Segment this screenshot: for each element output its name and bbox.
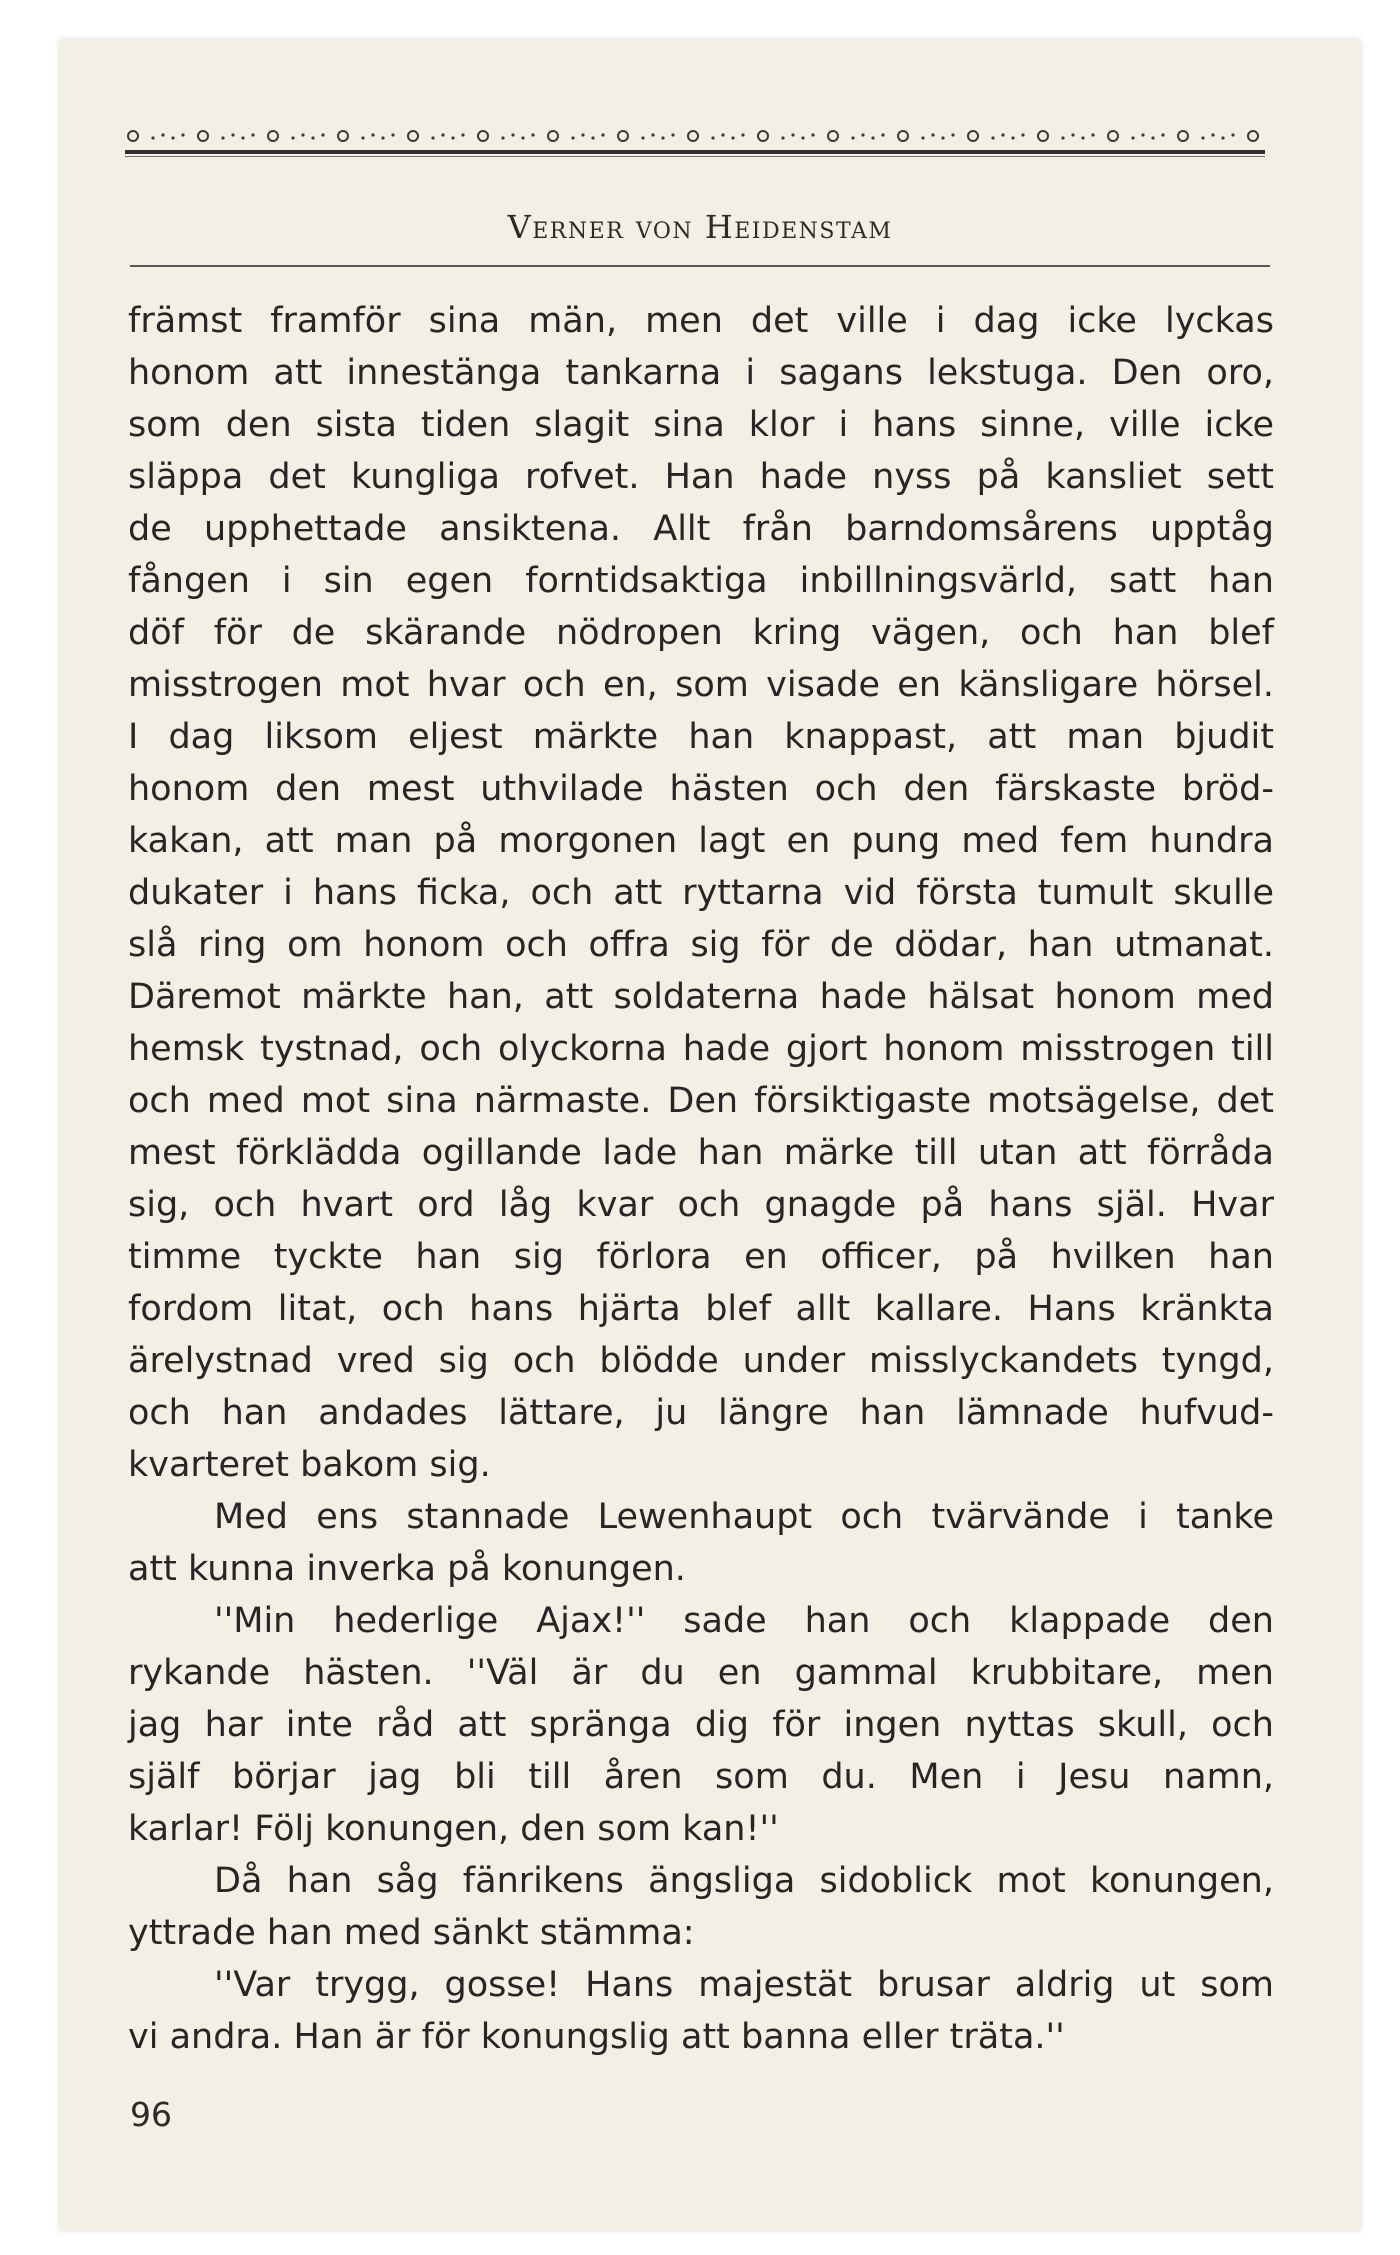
text-line: dukater i hans ficka, och att ryttarna vid första tumult skulle [128,873,1274,913]
text-line: fordom litat, och hans hjärta blef allt kallare. Hans kränkta [128,1289,1274,1329]
text-line: karlar! Följ konungen, den som kan!'' [128,1809,779,1849]
text-line: jag har inte råd att spränga dig för ingen nyttas skull, och [128,1705,1274,1745]
text-line: slå ring om honom och offra sig för de dödar, han utmanat. [128,925,1274,965]
text-line: mest förklädda ogillande lade han märke till utan att förråda [128,1133,1274,1173]
text-line: Med ens stannade Lewenhaupt och tvärvände i tanke [214,1497,1274,1537]
text-line: timme tyckte han sig förlora en officer, på hvilken han [128,1237,1274,1277]
text-line: ärelystnad vred sig och blödde under misslyckandets tyngd, [128,1341,1274,1381]
text-line: misstrogen mot hvar och en, som visade en känsligare hörsel. [128,665,1274,705]
decorative-header-ornament [125,120,1265,166]
text-line: sig, och hvart ord låg kvar och gnagde på hans själ. Hvar [128,1185,1274,1225]
body-text [128,295,1274,2063]
text-line: fången i sin egen forntidsaktiga inbillningsvärld, satt han [128,561,1274,601]
text-line: kakan, att man på morgonen lagt en pung med fem hundra [128,821,1274,861]
text-line: vi andra. Han är för konungslig att banna eller träta.'' [128,2017,1065,2057]
text-line: släppa det kungliga rofvet. Han hade nyss på kansliet sett [128,457,1274,497]
running-head: Verner von Heidenstam [507,208,893,246]
text-line: ''Min hederlige Ajax!'' sade han och klappade den [214,1601,1274,1641]
text-line: Då han såg fänrikens ängsliga sidoblick mot konungen, [214,1861,1274,1901]
text-line: hemsk tystnad, och olyckorna hade gjort honom misstrogen till [128,1029,1274,1069]
text-line: de upphettade ansiktena. Allt från barndomsårens upptåg [128,509,1274,549]
text-line: rykande hästen. ''Väl är du en gammal krubbitare, men [128,1653,1274,1693]
text-line: ''Var trygg, gosse! Hans majestät brusar aldrig ut som [214,1965,1274,2005]
text-line: själf börjar jag bli till åren som du. Men i Jesu namn, [128,1757,1274,1797]
text-line: döf för de skärande nödropen kring vägen, och han blef [128,613,1274,653]
text-line: yttrade han med sänkt stämma: [128,1913,695,1953]
page-number: 96 [130,2095,172,2134]
text-line: att kunna inverka på konungen. [128,1549,686,1589]
text-line: främst framför sina män, men det ville i dag icke lyckas [128,301,1274,341]
header-rule [130,265,1270,267]
text-line: och han andades lättare, ju längre han lämnade hufvud- [128,1393,1274,1433]
text-line: som den sista tiden slagit sina klor i hans sinne, ville icke [128,405,1274,445]
text-line: och med mot sina närmaste. Den försiktigaste motsägelse, det [128,1081,1274,1121]
text-line: honom den mest uthvilade hästen och den färskaste bröd- [128,769,1274,809]
text-line: honom att innestänga tankarna i sagans lekstuga. Den oro, [128,353,1274,393]
text-line: I dag liksom eljest märkte han knappast, att man bjudit [128,717,1274,757]
text-line: kvarteret bakom sig. [128,1445,491,1485]
text-line: Däremot märkte han, att soldaterna hade hälsat honom med [128,977,1274,1017]
book-page [60,40,1360,2230]
